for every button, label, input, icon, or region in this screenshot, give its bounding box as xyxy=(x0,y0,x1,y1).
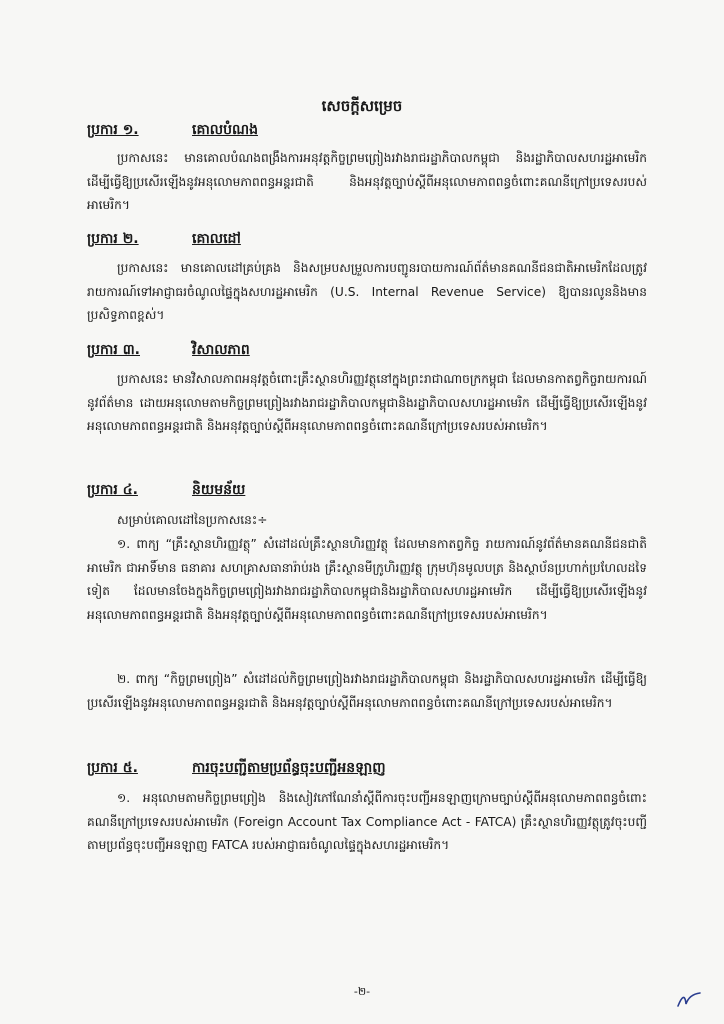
article-5-heading xyxy=(87,758,386,779)
article-4-intro: សម្រាប់គោលដៅនៃប្រកាសនេះ÷ xyxy=(117,513,268,527)
article-1-number: ប្រការ ១. xyxy=(87,122,139,138)
article-1-title: គោលបំណង xyxy=(192,122,258,138)
article-4-number: ប្រការ ៤. xyxy=(87,482,138,498)
page-number: -២- xyxy=(353,985,371,998)
article-5-title: ការចុះបញ្ជីតាមប្រព័ន្ធចុះបញ្ជីអនឡាញ xyxy=(192,760,386,776)
document-title: សេចក្ដីសម្រេច xyxy=(321,97,403,115)
article-1-heading xyxy=(87,120,258,141)
article-3-paragraph: ប្រកាសនេះ មានវិសាលភាពអនុវត្តចំពោះគ្រឹះស្ថានហិរញ្ញវត្ថុនៅក្នុងព្រះរាជាណាចក្រកម្ពុជា ដែលមានកាតព្វកិច្ចរាយការណ៍នូវព័ត៌មាន ដោយអនុលោមតាមកិច្ចព្រមព្រៀងរវាងរាជរដ្ឋាភិបាលកម្ពុជានិងរដ្ឋាភិបាលសហរដ្ឋអាមេរិក ដើម្បីធ្វើឱ្យប្រសើរឡើងនូវអនុលោមភាពពន្ធអន្តរជាតិ និងអនុវត្តច្បាប់ស្តីពីអនុលោមភាពពន្ធចំពោះគណនីក្រៅប្រទេសរបស់អាមេរិក។ xyxy=(87,372,647,433)
article-5-number: ប្រការ ៥. xyxy=(87,760,138,776)
article-2-paragraph: ប្រកាសនេះ មានគោលដៅគ្រប់គ្រង និងសម្របសម្រួលការបញ្ជូនរបាយការណ៍ព័ត៌មានគណនីជនជាតិអាមេរិកដែលត្រូវរាយការណ៍ទៅអាជ្ញាធរចំណូលផ្ទៃក្នុងសហរដ្ឋអាមេរិក (U.S. Internal Revenue Service) ឱ្យបានរលូននិងមានប្រសិទ្ធភាពខ្ពស់។ xyxy=(87,261,647,322)
article-4-item-2: ២. ពាក្យ “កិច្ចព្រមព្រៀង” សំដៅដល់កិច្ចព្រមព្រៀងរវាងរាជរដ្ឋាភិបាលកម្ពុជា និងរដ្ឋាភិបាលសហរដ្ឋអាមេរិក ដើម្បីធ្វើឱ្យប្រសើរឡើងនូវអនុលោមភាពពន្ធអន្តរជាតិ និងអនុវត្តច្បាប់ស្តីពីអនុលោមភាពពន្ធចំពោះគណនីក្រៅប្រទេសរបស់អាមេរិក។ xyxy=(87,672,647,710)
article-2-number: ប្រការ ២. xyxy=(87,231,139,247)
article-3-title: វិសាលភាព xyxy=(192,342,250,358)
article-3-number: ប្រការ ៣. xyxy=(87,342,140,358)
handwritten-initial-mark xyxy=(676,990,702,1010)
article-4-item-1: ១. ពាក្យ “គ្រឹះស្ថានហិរញ្ញវត្ថុ” សំដៅដល់គ្រឹះស្ថានហិរញ្ញវត្ថុ ដែលមានកាតព្វកិច្ច រាយការណ៍នូវព័ត៌មានគណនីជនជាតិអាមេរិក ជាអាទិ៍មាន ធនាគារ សហគ្រាសធានារ៉ាប់រង គ្រឹះស្ថានមីក្រូហិរញ្ញវត្ថុ ក្រុមហ៊ុនមូលបត្រ និងស្ថាប័នប្រហាក់ប្រហែលដទៃទៀត ដែលមានចែងក្នុងកិច្ចព្រមព្រៀងរវាងរាជរដ្ឋាភិបាលកម្ពុជានិងរដ្ឋាភិបាលសហរដ្ឋអាមេរិក ដើម្បីធ្វើឱ្យប្រសើរឡើងនូវអនុលោមភាពពន្ធអន្តរជាតិ និងអនុវត្តច្បាប់ស្តីពីអនុលោមភាពពន្ធចំពោះគណនីក្រៅប្រទេសរបស់អាមេរិក។ xyxy=(87,537,647,622)
article-5-item-1: ១. អនុលោមតាមកិច្ចព្រមព្រៀង និងសៀវភៅណែនាំស្តីពីការចុះបញ្ជីអនឡាញក្រោមច្បាប់ស្តីពីអនុលោមភាពពន្ធចំពោះគណនីក្រៅប្រទេសរបស់អាមេរិក (Foreign Account Tax Compliance Act - FATCA) គ្រឹះស្ថានហិរញ្ញវត្ថុត្រូវចុះបញ្ជីតាមប្រព័ន្ធចុះបញ្ជីអនឡាញ FATCA របស់អាជ្ញាធរចំណូលផ្ទៃក្នុងសហរដ្ឋអាមេរិក។ xyxy=(87,791,647,852)
article-2-title: គោលដៅ xyxy=(192,231,241,247)
article-3-heading xyxy=(87,340,250,361)
article-2-heading xyxy=(87,229,241,250)
article-4-heading xyxy=(87,480,245,501)
article-1-paragraph: ប្រកាសនេះ មានគោលបំណងពង្រឹងការអនុវត្តកិច្ចព្រមព្រៀងរវាងរាជរដ្ឋាភិបាលកម្ពុជា និងរដ្ឋាភិបាលសហរដ្ឋអាមេរិក ដើម្បីធ្វើឱ្យប្រសើរឡើងនូវអនុលោមភាពពន្ធអន្តរជាតិ និងអនុវត្តច្បាប់ស្តីពីអនុលោមភាពពន្ធចំពោះគណនីក្រៅប្រទេសរបស់អាមេរិក។ xyxy=(87,151,647,212)
article-4-title: និយមន័យ xyxy=(192,482,246,498)
